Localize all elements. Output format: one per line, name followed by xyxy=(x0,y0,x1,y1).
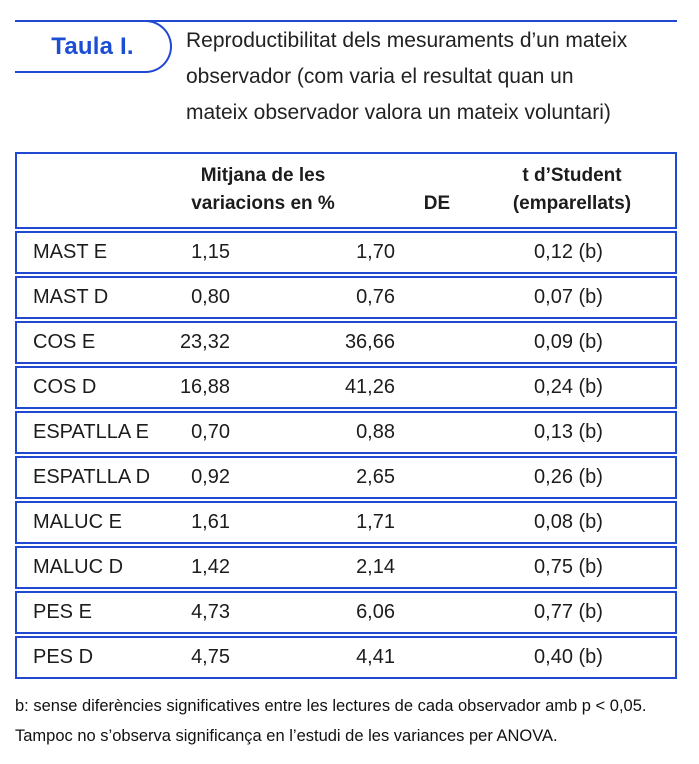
table-row xyxy=(15,501,677,544)
tstudent-cell: 0,08 (b) xyxy=(534,511,603,533)
column-header-mitjana-line-1: Mitjana de les xyxy=(200,165,326,186)
tstudent-cell: 0,77 (b) xyxy=(534,601,603,623)
mitjana-cell: 16,88 xyxy=(179,376,230,398)
table-row xyxy=(15,411,677,454)
table-row xyxy=(15,636,677,679)
de-cell: 4,41 xyxy=(356,646,395,668)
table-header-row xyxy=(15,152,677,229)
column-header-mitjana-line-2: variacions en % xyxy=(191,193,335,214)
mitjana-cell: 4,73 xyxy=(191,601,230,623)
de-cell: 2,65 xyxy=(356,466,395,488)
data-table xyxy=(15,152,677,679)
column-header-de: DE xyxy=(423,193,451,214)
mitjana-cell: 1,61 xyxy=(191,511,230,533)
row-label-cell: PES D xyxy=(33,646,94,668)
de-cell: 0,88 xyxy=(356,421,395,443)
table-row xyxy=(15,231,677,274)
mitjana-cell: 1,15 xyxy=(191,241,230,263)
column-header-tstudent-line-1: t d’Student xyxy=(522,165,622,186)
table-title xyxy=(186,23,686,131)
table-row xyxy=(15,456,677,499)
column-header-tstudent xyxy=(505,162,675,218)
de-cell: 2,14 xyxy=(356,556,395,578)
mitjana-cell: 1,42 xyxy=(191,556,230,578)
mitjana-cell: 0,92 xyxy=(191,466,230,488)
table-row xyxy=(15,591,677,634)
tstudent-cell: 0,26 (b) xyxy=(534,466,603,488)
tstudent-cell: 0,40 (b) xyxy=(534,646,603,668)
table-tag-label: Taula I. xyxy=(51,32,134,60)
row-label-cell: ESPATLLA E xyxy=(33,421,149,443)
row-label-cell: COS E xyxy=(33,331,96,353)
table-row xyxy=(15,546,677,589)
footnote-line-2: Tampoc no s’observa significança en l’estudi de les variances per ANOVA. xyxy=(15,727,558,745)
tstudent-cell: 0,09 (b) xyxy=(534,331,603,353)
tstudent-cell: 0,24 (b) xyxy=(534,376,603,398)
tstudent-cell: 0,12 (b) xyxy=(534,241,603,263)
row-label-cell: MAST D xyxy=(33,286,109,308)
tstudent-cell: 0,75 (b) xyxy=(534,556,603,578)
table-footnotes xyxy=(15,691,685,751)
mitjana-cell: 0,70 xyxy=(191,421,230,443)
row-label-cell: COS D xyxy=(33,376,97,398)
tstudent-cell: 0,13 (b) xyxy=(534,421,603,443)
footnote-line-1: b: sense diferències significatives entre les lectures de cada observador amb p < 0,05. xyxy=(15,697,647,715)
de-cell: 1,70 xyxy=(356,241,395,263)
row-label-cell: ESPATLLA D xyxy=(33,466,151,488)
mitjana-cell: 0,80 xyxy=(191,286,230,308)
row-label-cell: MALUC D xyxy=(33,556,124,578)
table-row xyxy=(15,276,677,319)
column-header-tstudent-line-2: (emparellats) xyxy=(512,193,632,214)
table-row xyxy=(15,321,677,364)
de-cell: 1,71 xyxy=(356,511,395,533)
de-cell: 41,26 xyxy=(344,376,395,398)
table-title-line-3: mateix observador valora un mateix voluntari) xyxy=(186,101,611,124)
mitjana-cell: 23,32 xyxy=(179,331,230,353)
de-cell: 6,06 xyxy=(356,601,395,623)
de-cell: 36,66 xyxy=(344,331,395,353)
row-label-cell: MAST E xyxy=(33,241,108,263)
mitjana-cell: 4,75 xyxy=(191,646,230,668)
table-row xyxy=(15,366,677,409)
table-title-line-1: Reproductibilitat dels mesuraments d’un mateix xyxy=(186,29,628,52)
tstudent-cell: 0,07 (b) xyxy=(534,286,603,308)
row-label-cell: PES E xyxy=(33,601,92,623)
column-header-mitjana xyxy=(157,162,369,218)
table-tag-tab xyxy=(15,20,172,73)
row-label-cell: MALUC E xyxy=(33,511,122,533)
table-title-line-2: observador (com varia el resultat quan un xyxy=(186,65,574,88)
de-cell: 0,76 xyxy=(356,286,395,308)
